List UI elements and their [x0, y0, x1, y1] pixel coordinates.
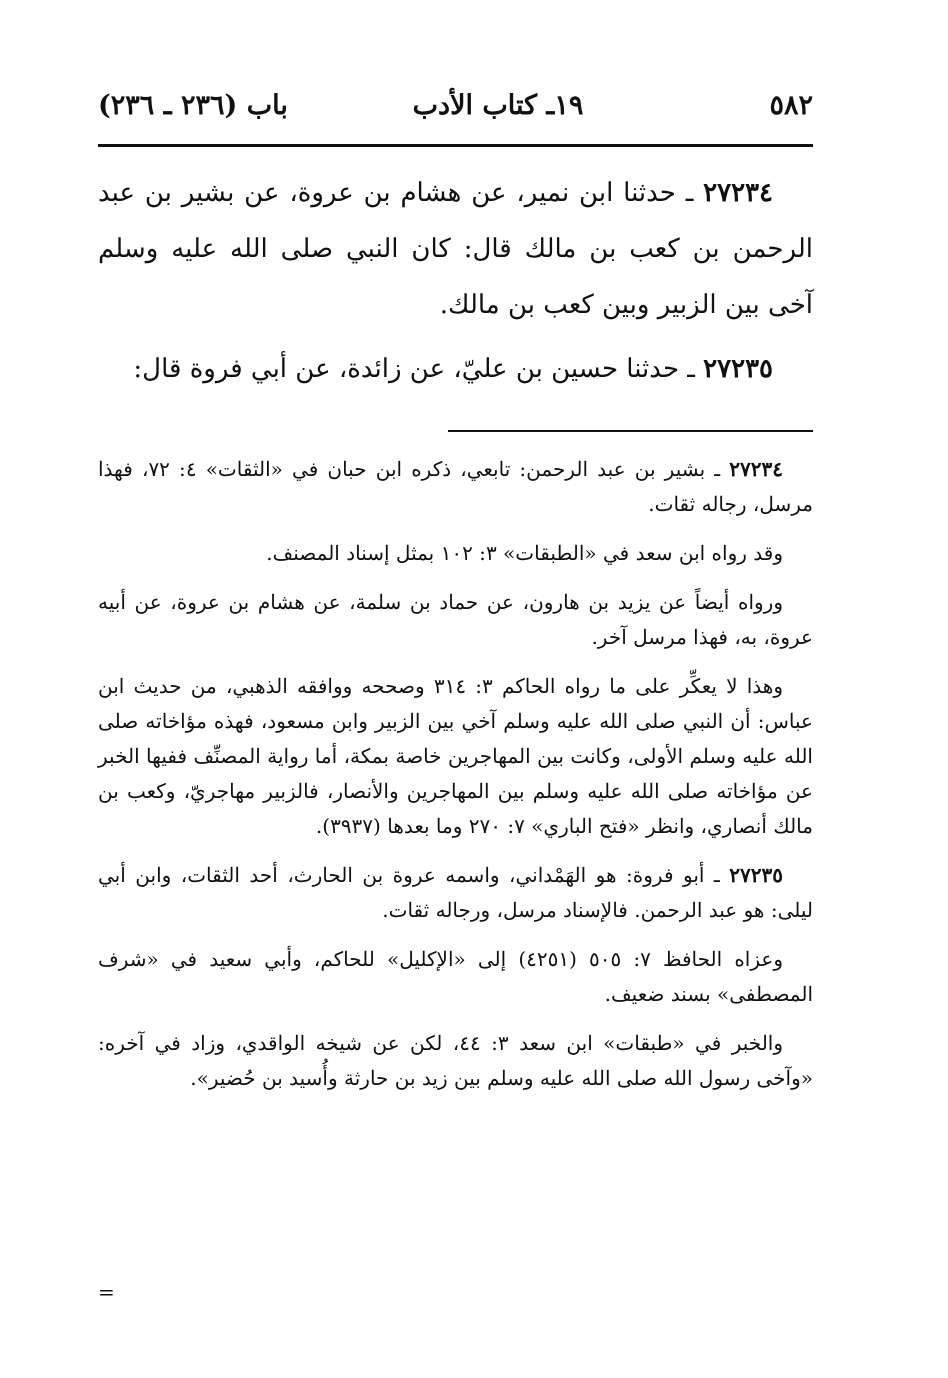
- hadith-text: ـ حدثنا ابن نمير، عن هشام بن عروة، عن بشير بن عبد الرحمن بن كعب بن مالك قال: كان النبي صلى الله عليه وسلم آخى بين الزبير وبين كعب بن مالك.: [98, 178, 813, 320]
- note-paragraph: ورواه أيضاً عن يزيد بن هارون، عن حماد بن سلمة، عن هشام بن عروة، عن أبيه عروة، به، فهذا مرسل آخر.: [98, 590, 813, 649]
- main-text: [98, 165, 813, 405]
- note-27235: [98, 858, 813, 928]
- header-divider: [98, 144, 813, 147]
- hadith-number: ٢٧٢٣٤: [703, 178, 773, 208]
- note-paragraph: وعزاه الحافظ ٧: ٥٠٥ (٤٢٥١) إلى «الإكليل» للحاكم، وأبي سعيد في «شرف المصطفى» بسند ضعيف.: [98, 947, 813, 1006]
- note-27234: [98, 452, 813, 522]
- note-paragraph: والخبر في «طبقات» ابن سعد ٣: ٤٤، لكن عن شيخه الواقدي، وزاد في آخره: «وآخى رسول الله صلى الله عليه وسلم بين زيد بن حارثة وأُسيد بن حُضير».: [98, 1031, 813, 1090]
- hadith-text: ـ حدثنا حسين بن عليّ، عن زائدة، عن أبي فروة قال:: [133, 354, 704, 384]
- page-header: [98, 88, 813, 132]
- hadith-number: ٢٧٢٣٥: [703, 354, 773, 384]
- note-paragraph: وهذا لا يعكِّر على ما رواه الحاكم ٣: ٣١٤ وصححه ووافقه الذهبي، من حديث ابن عباس: أن النبي صلى الله عليه وسلم آخي بين الزبير وابن مسعود، فهذه مؤاخاته صلى الله عليه وسلم الأولى، وكانت بين المهاجرين خاصة بمكة، أما رواية المصنِّف ففيها الخبر عن مؤاخاته صلى الله عليه وسلم بين المهاجرين والأنصار، فالزبير مهاجريّ، وكعب بن مالك أنصاري، وانظر «فتح الباري» ٧: ٢٧٠ وما بعدها (٣٩٣٧).: [98, 674, 813, 838]
- note-text: ـ بشير بن عبد الرحمن: تابعي، ذكره ابن حبان في «الثقات» ٤: ٧٢، فهذا مرسل، رجاله ثقات.: [98, 457, 813, 516]
- chapter-title: ١٩ـ كتاب الأدب: [412, 90, 584, 121]
- note-paragraph: وقد رواه ابن سعد في «الطبقات» ٣: ١٠٢ بمثل إسناد المصنف.: [266, 541, 783, 565]
- continuation-mark: =: [98, 1280, 115, 1304]
- footnote-divider: [448, 430, 813, 432]
- footnotes: [98, 452, 813, 1110]
- page-number: ٥٨٢: [769, 90, 813, 121]
- note-number: ٢٧٢٣٤: [729, 457, 783, 481]
- section-title: باب (٢٣٦ ـ ٢٣٦): [98, 90, 288, 121]
- note-number: ٢٧٢٣٥: [729, 863, 783, 887]
- hadith-27235: [98, 341, 813, 397]
- hadith-27234: [98, 165, 813, 333]
- note-text: ـ أبو فروة: هو الهَمْداني، واسمه عروة بن الحارث، أحد الثقات، وابن أبي ليلى: هو عبد الرحمن. فالإسناد مرسل، ورجاله ثقات.: [98, 863, 813, 922]
